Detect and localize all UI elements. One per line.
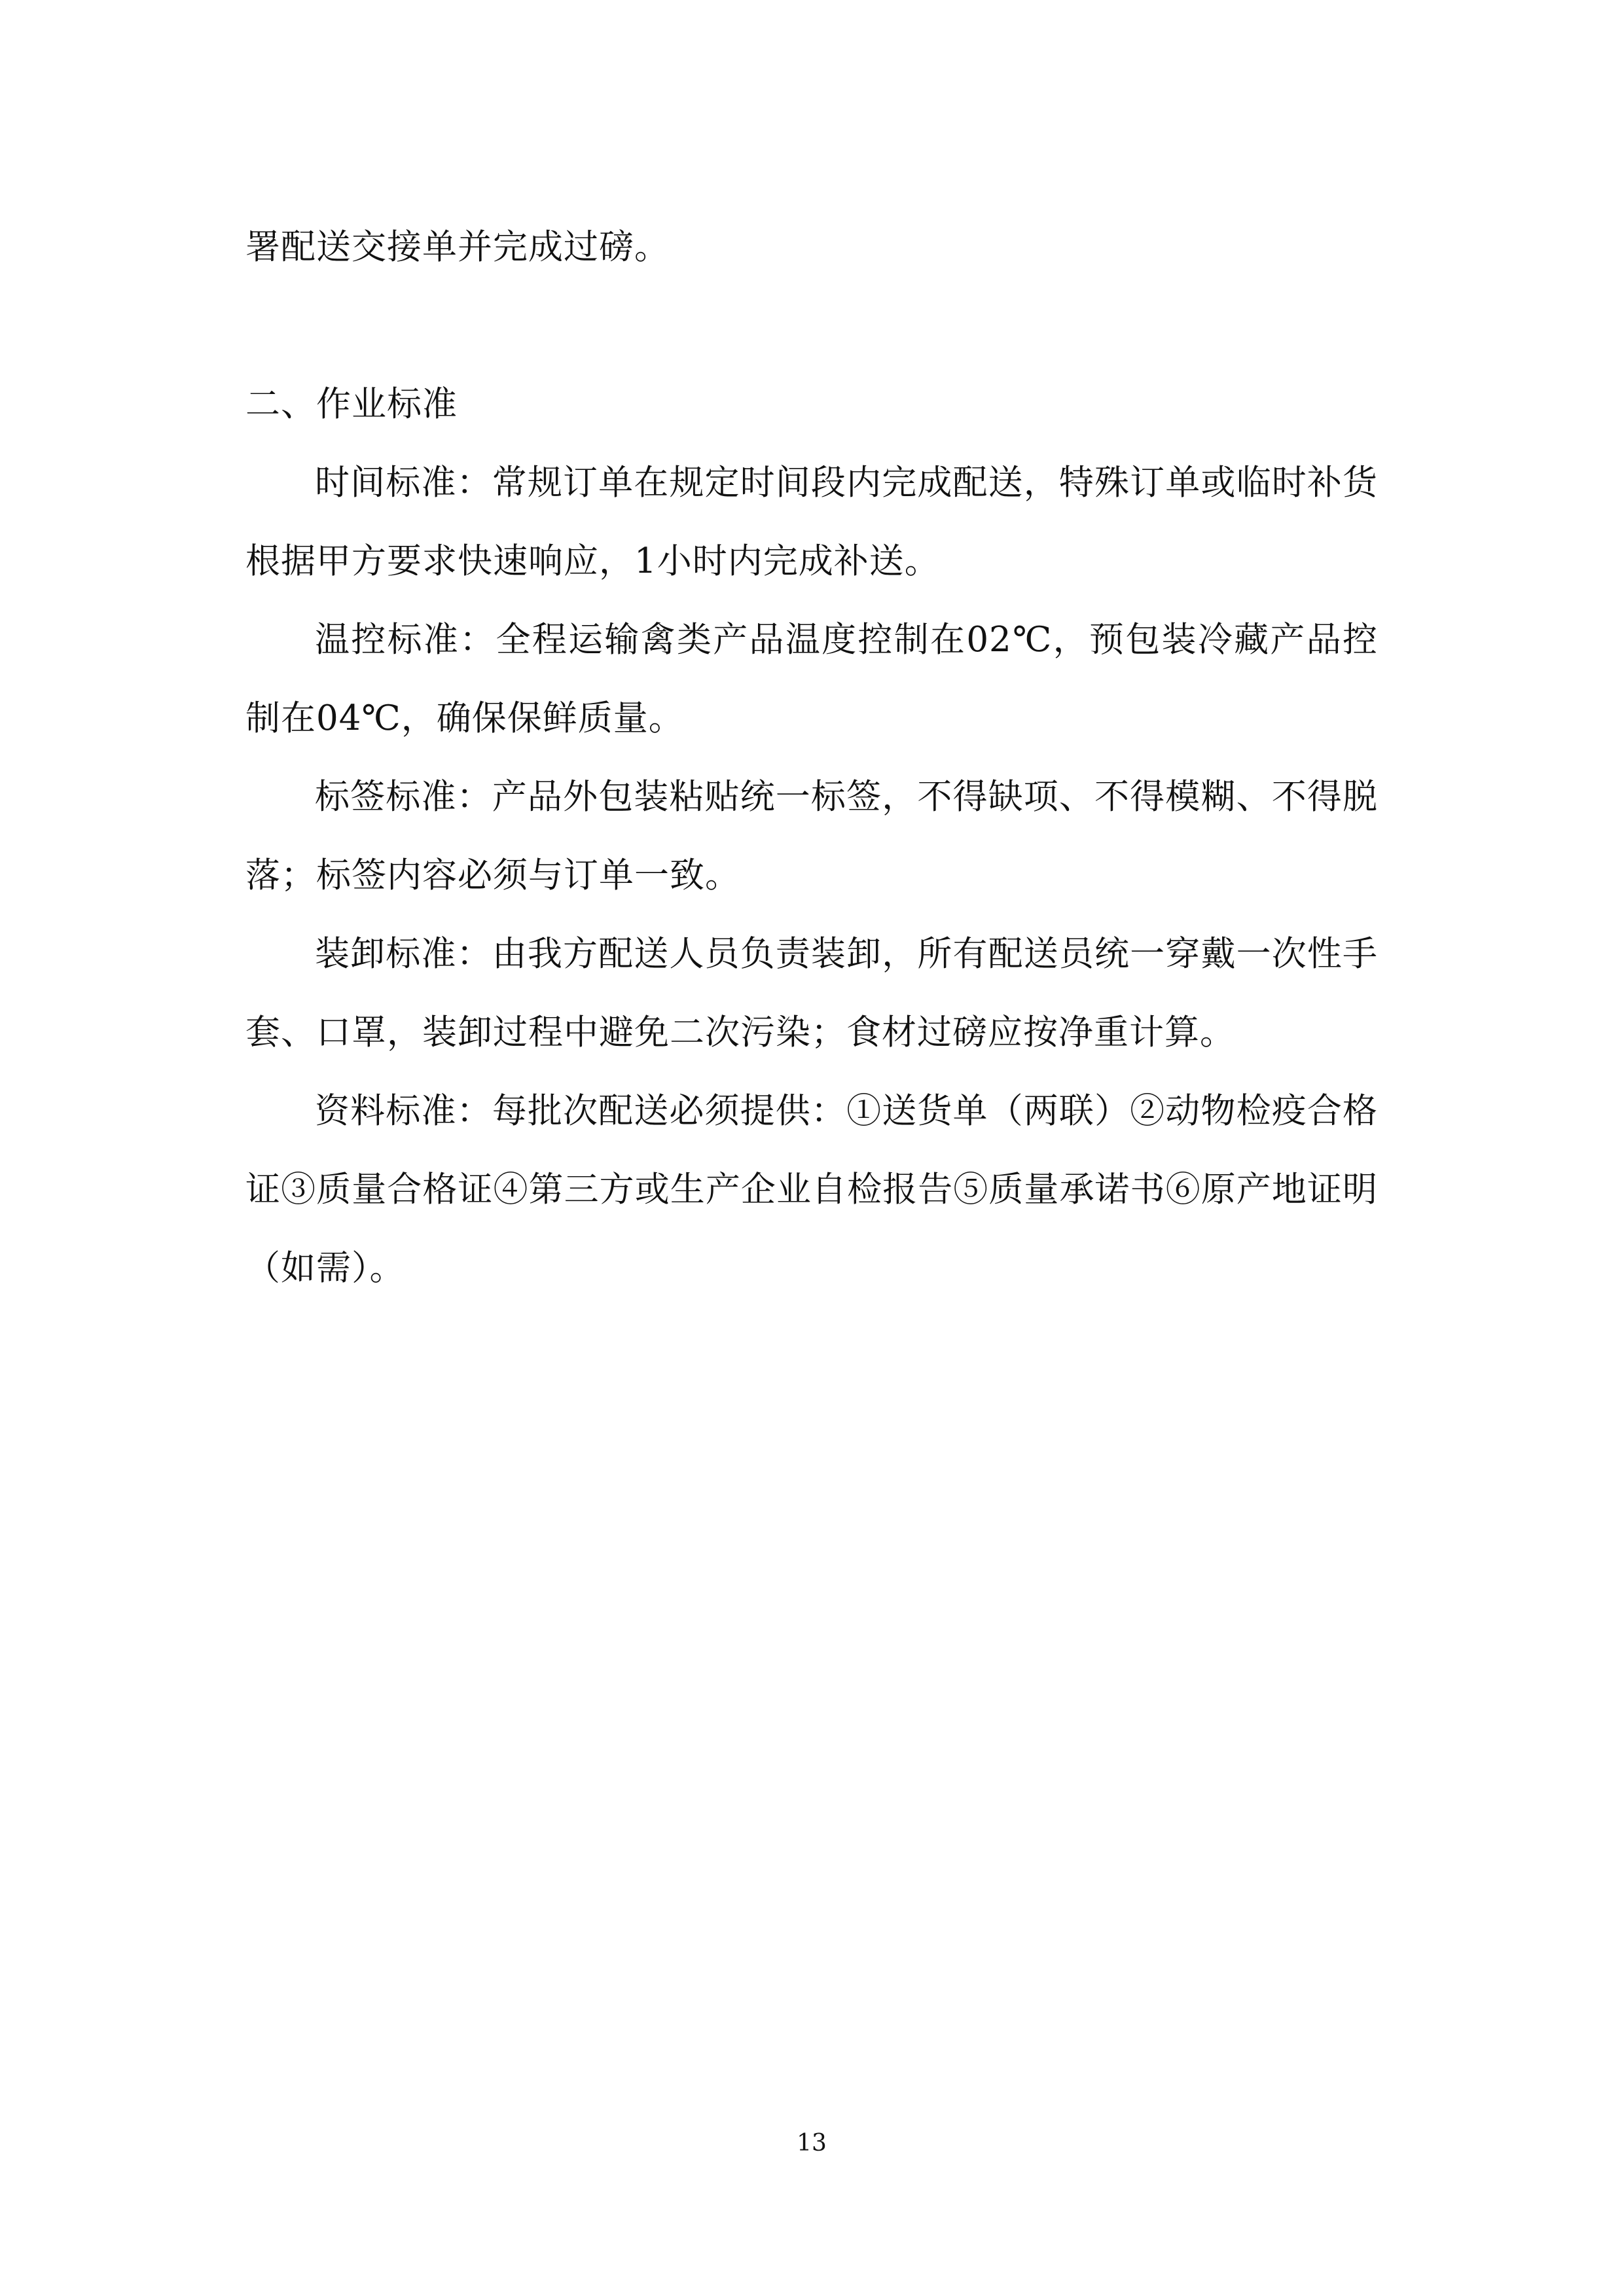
time-standard-paragraph: 时间标准：常规订单在规定时间段内完成配送，特殊订单或临时补货根据甲方要求快速响应，1小时内完成补送。 (245, 463, 1378, 581)
continuation-paragraph: 署配送交接单并完成过磅。 (245, 227, 670, 267)
temperature-standard-paragraph: 温控标准：全程运输禽类产品温度控制在02℃，预包装冷藏产品控制在04℃，确保保鲜质量。 (245, 620, 1378, 738)
label-standard-paragraph: 标签标准：产品外包装粘贴统一标签，不得缺项、不得模糊、不得脱落；标签内容必须与订单一致。 (245, 777, 1378, 895)
loading-standard-paragraph: 装卸标准：由我方配送人员负责装卸，所有配送员统一穿戴一次性手套、口罩，装卸过程中避免二次污染；食材过磅应按净重计算。 (245, 934, 1378, 1052)
documentation-standard-paragraph: 资料标准：每批次配送必须提供：①送货单（两联）②动物检疫合格证③质量合格证④第三方或生产企业自检报告⑤质量承诺书⑥原产地证明（如需）。 (245, 1091, 1378, 1288)
page-number: 13 (797, 2130, 827, 2157)
document-body (245, 208, 1378, 1308)
section-heading: 二、作业标准 (245, 384, 458, 424)
